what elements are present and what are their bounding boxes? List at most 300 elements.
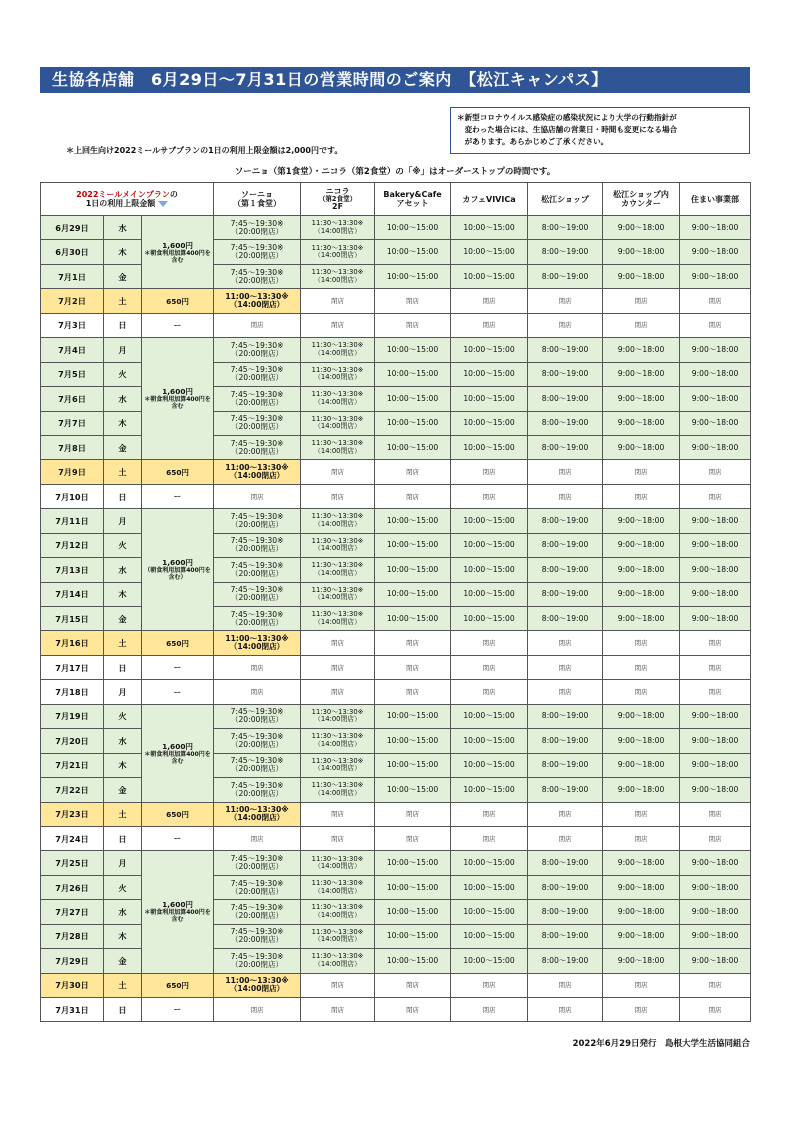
date-cell: 7月7日 [41, 411, 104, 435]
table-row [41, 509, 751, 533]
date-cell: 7月9日 [41, 460, 104, 484]
counter-hours-cell: 9:00～18:00 [603, 435, 680, 459]
meal-limit-cell: 1,600円 ＊朝食利用加算400円を含む [142, 704, 214, 802]
sonyo-hours-cell: 11:00～13:30※ （14:00閉店） [214, 802, 301, 826]
header-cafe: カフェVIVICa [451, 183, 528, 216]
closed-cell: 閉店 [451, 826, 528, 850]
cafe-hours-cell: 10:00～15:00 [451, 216, 528, 240]
bakery-hours-cell: 10:00～15:00 [375, 338, 451, 362]
weekday-cell: 火 [104, 704, 142, 728]
bakery-hours-cell: 10:00～15:00 [375, 435, 451, 459]
sonyo-hours-cell: 7:45～19:30※ （20:00閉店） [214, 240, 301, 264]
bakery-hours-cell: 10:00～15:00 [375, 949, 451, 973]
date-cell: 7月27日 [41, 900, 104, 924]
shop-hours-cell: 8:00～19:00 [528, 924, 603, 948]
date-cell: 6月30日 [41, 240, 104, 264]
cafe-hours-cell: 10:00～15:00 [451, 900, 528, 924]
weekday-cell: 水 [104, 558, 142, 582]
closed-cell: 閉店 [603, 802, 680, 826]
shop-hours-cell: 8:00～19:00 [528, 753, 603, 777]
nicola-hours-cell: 11:30～13:30※ （14:00閉店） [301, 900, 375, 924]
sumai-hours-cell: 9:00～18:00 [680, 949, 751, 973]
closed-cell: 閉店 [375, 802, 451, 826]
meal-limit-cell: 650円 [142, 973, 214, 997]
sonyo-hours-cell: 7:45～19:30※ （20:00閉店） [214, 533, 301, 557]
sonyo-hours-cell: 11:00～13:30※ （14:00閉店） [214, 631, 301, 655]
closed-cell: 閉店 [603, 289, 680, 313]
closed-cell: 閉店 [214, 313, 301, 337]
counter-hours-cell: 9:00～18:00 [603, 264, 680, 288]
cafe-hours-cell: 10:00～15:00 [451, 582, 528, 606]
cafe-hours-cell: 10:00～15:00 [451, 949, 528, 973]
counter-hours-cell: 9:00～18:00 [603, 240, 680, 264]
closed-cell: 閉店 [680, 484, 751, 508]
shop-hours-cell: 8:00～19:00 [528, 216, 603, 240]
closed-cell: 閉店 [680, 631, 751, 655]
weekday-cell: 日 [104, 826, 142, 850]
nicola-hours-cell: 11:30～13:30※ （14:00閉店） [301, 753, 375, 777]
sonyo-hours-cell: 7:45～19:30※ （20:00閉店） [214, 338, 301, 362]
weekday-cell: 土 [104, 460, 142, 484]
counter-hours-cell: 9:00～18:00 [603, 362, 680, 386]
meal-limit-cell: 1,600円 ＊朝食利用加算400円を含む [142, 216, 214, 289]
weekday-cell: 日 [104, 313, 142, 337]
counter-hours-cell: 9:00～18:00 [603, 558, 680, 582]
cafe-hours-cell: 10:00～15:00 [451, 387, 528, 411]
counter-hours-cell: 9:00～18:00 [603, 704, 680, 728]
sonyo-hours-cell: 7:45～19:30※ （20:00閉店） [214, 264, 301, 288]
table-row [41, 655, 751, 679]
sonyo-hours-cell: 7:45～19:30※ （20:00閉店） [214, 362, 301, 386]
sonyo-hours-cell: 7:45～19:30※ （20:00閉店） [214, 387, 301, 411]
shop-hours-cell: 8:00～19:00 [528, 264, 603, 288]
cafe-hours-cell: 10:00～15:00 [451, 435, 528, 459]
table-row [41, 998, 751, 1022]
closed-cell: 閉店 [451, 289, 528, 313]
weekday-cell: 月 [104, 680, 142, 704]
closed-cell: 閉店 [528, 631, 603, 655]
table-row [41, 460, 751, 484]
shop-hours-cell: 8:00～19:00 [528, 435, 603, 459]
closed-cell: 閉店 [528, 998, 603, 1022]
closed-cell: 閉店 [528, 289, 603, 313]
shop-hours-cell: 8:00～19:00 [528, 582, 603, 606]
shop-hours-cell: 8:00～19:00 [528, 362, 603, 386]
nicola-hours-cell: 11:30～13:30※ （14:00閉店） [301, 338, 375, 362]
closed-cell: 閉店 [375, 655, 451, 679]
sonyo-hours-cell: 7:45～19:30※ （20:00閉店） [214, 704, 301, 728]
date-cell: 7月19日 [41, 704, 104, 728]
closed-cell: 閉店 [603, 484, 680, 508]
shop-hours-cell: 8:00～19:00 [528, 875, 603, 899]
table-row [41, 802, 751, 826]
weekday-cell: 日 [104, 484, 142, 508]
bakery-hours-cell: 10:00～15:00 [375, 411, 451, 435]
closed-cell: 閉店 [528, 313, 603, 337]
bakery-hours-cell: 10:00～15:00 [375, 264, 451, 288]
sonyo-hours-cell: 7:45～19:30※ （20:00閉店） [214, 582, 301, 606]
counter-hours-cell: 9:00～18:00 [603, 509, 680, 533]
sonyo-hours-cell: 11:00～13:30※ （14:00閉店） [214, 460, 301, 484]
meal-limit-cell: ー [142, 826, 214, 850]
closed-cell: 閉店 [214, 680, 301, 704]
weekday-cell: 土 [104, 631, 142, 655]
bakery-hours-cell: 10:00～15:00 [375, 778, 451, 802]
date-cell: 7月28日 [41, 924, 104, 948]
shop-hours-cell: 8:00～19:00 [528, 387, 603, 411]
closed-cell: 閉店 [680, 802, 751, 826]
date-cell: 7月21日 [41, 753, 104, 777]
date-cell: 7月6日 [41, 387, 104, 411]
table-row [41, 631, 751, 655]
meal-limit-cell: 1,600円 （朝食利用加算400円を含む） [142, 509, 214, 631]
date-cell: 7月15日 [41, 607, 104, 631]
closed-cell: 閉店 [451, 802, 528, 826]
closed-cell: 閉店 [375, 484, 451, 508]
bakery-hours-cell: 10:00～15:00 [375, 558, 451, 582]
closed-cell: 閉店 [375, 289, 451, 313]
nicola-hours-cell: 11:30～13:30※ （14:00閉店） [301, 582, 375, 606]
sumai-hours-cell: 9:00～18:00 [680, 900, 751, 924]
hours-table [40, 182, 751, 1022]
closed-cell: 閉店 [451, 998, 528, 1022]
counter-hours-cell: 9:00～18:00 [603, 533, 680, 557]
sumai-hours-cell: 9:00～18:00 [680, 875, 751, 899]
date-cell: 7月17日 [41, 655, 104, 679]
bakery-hours-cell: 10:00～15:00 [375, 851, 451, 875]
weekday-cell: 日 [104, 998, 142, 1022]
closed-cell: 閉店 [214, 484, 301, 508]
sonyo-hours-cell: 7:45～19:30※ （20:00閉店） [214, 875, 301, 899]
closed-cell: 閉店 [528, 973, 603, 997]
counter-hours-cell: 9:00～18:00 [603, 778, 680, 802]
sonyo-hours-cell: 7:45～19:30※ （20:00閉店） [214, 778, 301, 802]
table-row [41, 851, 751, 875]
table-row [41, 826, 751, 850]
closed-cell: 閉店 [528, 484, 603, 508]
closed-cell: 閉店 [375, 998, 451, 1022]
closed-cell: 閉店 [451, 631, 528, 655]
sumai-hours-cell: 9:00～18:00 [680, 435, 751, 459]
meal-limit-cell: ー [142, 484, 214, 508]
nicola-hours-cell: 11:30～13:30※ （14:00閉店） [301, 924, 375, 948]
closed-cell: 閉店 [680, 998, 751, 1022]
bakery-hours-cell: 10:00～15:00 [375, 240, 451, 264]
notice-line: があります。あらかじめご了承ください。 [457, 137, 609, 146]
sumai-hours-cell: 9:00～18:00 [680, 338, 751, 362]
closed-cell: 閉店 [680, 655, 751, 679]
counter-hours-cell: 9:00～18:00 [603, 607, 680, 631]
closed-cell: 閉店 [451, 973, 528, 997]
closed-cell: 閉店 [301, 289, 375, 313]
weekday-cell: 土 [104, 973, 142, 997]
sumai-hours-cell: 9:00～18:00 [680, 851, 751, 875]
date-cell: 7月29日 [41, 949, 104, 973]
weekday-cell: 火 [104, 362, 142, 386]
nicola-hours-cell: 11:30～13:30※ （14:00閉店） [301, 778, 375, 802]
weekday-cell: 水 [104, 216, 142, 240]
weekday-cell: 水 [104, 729, 142, 753]
weekday-cell: 金 [104, 264, 142, 288]
header-nicola: ニコラ （第2食堂） 2F [301, 183, 375, 216]
date-cell: 7月11日 [41, 509, 104, 533]
bakery-hours-cell: 10:00～15:00 [375, 387, 451, 411]
nicola-hours-cell: 11:30～13:30※ （14:00閉店） [301, 875, 375, 899]
date-cell: 7月25日 [41, 851, 104, 875]
date-cell: 7月4日 [41, 338, 104, 362]
date-cell: 7月24日 [41, 826, 104, 850]
bakery-hours-cell: 10:00～15:00 [375, 362, 451, 386]
cafe-hours-cell: 10:00～15:00 [451, 851, 528, 875]
sumai-hours-cell: 9:00～18:00 [680, 533, 751, 557]
counter-hours-cell: 9:00～18:00 [603, 387, 680, 411]
closed-cell: 閉店 [375, 313, 451, 337]
counter-hours-cell: 9:00～18:00 [603, 582, 680, 606]
cafe-hours-cell: 10:00～15:00 [451, 411, 528, 435]
closed-cell: 閉店 [603, 631, 680, 655]
table-row [41, 289, 751, 313]
shop-hours-cell: 8:00～19:00 [528, 533, 603, 557]
counter-hours-cell: 9:00～18:00 [603, 875, 680, 899]
closed-cell: 閉店 [375, 680, 451, 704]
shop-hours-cell: 8:00～19:00 [528, 607, 603, 631]
weekday-cell: 木 [104, 924, 142, 948]
weekday-cell: 火 [104, 533, 142, 557]
hours-table-body [41, 216, 751, 1022]
closed-cell: 閉店 [214, 655, 301, 679]
cafe-hours-cell: 10:00～15:00 [451, 264, 528, 288]
closed-cell: 閉店 [680, 313, 751, 337]
meal-sub-plan-note: ＊上回生向け2022ミールサブプランの1日の利用上限金額は2,000円です。 [66, 146, 343, 155]
shop-hours-cell: 8:00～19:00 [528, 851, 603, 875]
order-stop-note: ソーニョ（第1食堂）・ニコラ（第2食堂）の「※」はオーダーストップの時間です。 [234, 167, 556, 177]
sumai-hours-cell: 9:00～18:00 [680, 924, 751, 948]
cafe-hours-cell: 10:00～15:00 [451, 875, 528, 899]
date-cell: 7月20日 [41, 729, 104, 753]
sumai-hours-cell: 9:00～18:00 [680, 778, 751, 802]
sumai-hours-cell: 9:00～18:00 [680, 582, 751, 606]
bakery-hours-cell: 10:00～15:00 [375, 875, 451, 899]
meal-limit-cell: 650円 [142, 631, 214, 655]
date-cell: 7月3日 [41, 313, 104, 337]
closed-cell: 閉店 [301, 484, 375, 508]
shop-hours-cell: 8:00～19:00 [528, 338, 603, 362]
cafe-hours-cell: 10:00～15:00 [451, 924, 528, 948]
bakery-hours-cell: 10:00～15:00 [375, 607, 451, 631]
bakery-hours-cell: 10:00～15:00 [375, 729, 451, 753]
closed-cell: 閉店 [680, 973, 751, 997]
sumai-hours-cell: 9:00～18:00 [680, 411, 751, 435]
closed-cell: 閉店 [375, 826, 451, 850]
closed-cell: 閉店 [301, 973, 375, 997]
sonyo-hours-cell: 7:45～19:30※ （20:00閉店） [214, 900, 301, 924]
nicola-hours-cell: 11:30～13:30※ （14:00閉店） [301, 729, 375, 753]
weekday-cell: 金 [104, 607, 142, 631]
table-row [41, 704, 751, 728]
counter-hours-cell: 9:00～18:00 [603, 411, 680, 435]
date-cell: 7月13日 [41, 558, 104, 582]
sonyo-hours-cell: 7:45～19:30※ （20:00閉店） [214, 924, 301, 948]
sonyo-hours-cell: 7:45～19:30※ （20:00閉店） [214, 411, 301, 435]
sumai-hours-cell: 9:00～18:00 [680, 558, 751, 582]
weekday-cell: 月 [104, 851, 142, 875]
weekday-cell: 土 [104, 289, 142, 313]
closed-cell: 閉店 [301, 680, 375, 704]
bakery-hours-cell: 10:00～15:00 [375, 509, 451, 533]
closed-cell: 閉店 [603, 680, 680, 704]
closed-cell: 閉店 [301, 655, 375, 679]
sumai-hours-cell: 9:00～18:00 [680, 607, 751, 631]
closed-cell: 閉店 [528, 802, 603, 826]
sonyo-hours-cell: 7:45～19:30※ （20:00閉店） [214, 435, 301, 459]
meal-limit-cell: 650円 [142, 802, 214, 826]
closed-cell: 閉店 [375, 460, 451, 484]
closed-cell: 閉店 [603, 655, 680, 679]
table-row [41, 484, 751, 508]
meal-limit-cell: ー [142, 680, 214, 704]
closed-cell: 閉店 [451, 484, 528, 508]
weekday-cell: 水 [104, 900, 142, 924]
nicola-hours-cell: 11:30～13:30※ （14:00閉店） [301, 509, 375, 533]
weekday-cell: 木 [104, 240, 142, 264]
shop-hours-cell: 8:00～19:00 [528, 949, 603, 973]
date-cell: 7月18日 [41, 680, 104, 704]
bakery-hours-cell: 10:00～15:00 [375, 704, 451, 728]
date-cell: 7月31日 [41, 998, 104, 1022]
closed-cell: 閉店 [451, 460, 528, 484]
closed-cell: 閉店 [301, 313, 375, 337]
closed-cell: 閉店 [680, 680, 751, 704]
closed-cell: 閉店 [451, 313, 528, 337]
header-sonyo: ソーニョ （第１食堂） [214, 183, 301, 216]
counter-hours-cell: 9:00～18:00 [603, 900, 680, 924]
closed-cell: 閉店 [301, 826, 375, 850]
sonyo-hours-cell: 7:45～19:30※ （20:00閉店） [214, 851, 301, 875]
cafe-hours-cell: 10:00～15:00 [451, 729, 528, 753]
weekday-cell: 水 [104, 387, 142, 411]
header-row [41, 183, 751, 216]
closed-cell: 閉店 [603, 998, 680, 1022]
sumai-hours-cell: 9:00～18:00 [680, 216, 751, 240]
shop-hours-cell: 8:00～19:00 [528, 729, 603, 753]
bakery-hours-cell: 10:00～15:00 [375, 533, 451, 557]
cafe-hours-cell: 10:00～15:00 [451, 533, 528, 557]
table-row [41, 216, 751, 240]
weekday-cell: 木 [104, 582, 142, 606]
date-cell: 7月12日 [41, 533, 104, 557]
date-cell: 7月1日 [41, 264, 104, 288]
cafe-hours-cell: 10:00～15:00 [451, 778, 528, 802]
nicola-hours-cell: 11:30～13:30※ （14:00閉店） [301, 240, 375, 264]
sumai-hours-cell: 9:00～18:00 [680, 729, 751, 753]
meal-plan-header: 2022ミールメインプランの 1日の利用上限金額 [41, 183, 214, 216]
shop-hours-cell: 8:00～19:00 [528, 411, 603, 435]
nicola-hours-cell: 11:30～13:30※ （14:00閉店） [301, 607, 375, 631]
header-sumai: 住まい事業部 [680, 183, 751, 216]
date-cell: 7月8日 [41, 435, 104, 459]
nicola-hours-cell: 11:30～13:30※ （14:00閉店） [301, 362, 375, 386]
weekday-cell: 木 [104, 411, 142, 435]
weekday-cell: 土 [104, 802, 142, 826]
cafe-hours-cell: 10:00～15:00 [451, 704, 528, 728]
sonyo-hours-cell: 7:45～19:30※ （20:00閉店） [214, 949, 301, 973]
date-cell: 7月5日 [41, 362, 104, 386]
sumai-hours-cell: 9:00～18:00 [680, 264, 751, 288]
bakery-hours-cell: 10:00～15:00 [375, 900, 451, 924]
table-row [41, 338, 751, 362]
counter-hours-cell: 9:00～18:00 [603, 753, 680, 777]
meal-limit-cell: 650円 [142, 289, 214, 313]
closed-cell: 閉店 [603, 973, 680, 997]
nicola-hours-cell: 11:30～13:30※ （14:00閉店） [301, 411, 375, 435]
closed-cell: 閉店 [603, 826, 680, 850]
closed-cell: 閉店 [528, 460, 603, 484]
date-cell: 7月22日 [41, 778, 104, 802]
weekday-cell: 月 [104, 338, 142, 362]
closed-cell: 閉店 [528, 826, 603, 850]
sumai-hours-cell: 9:00～18:00 [680, 509, 751, 533]
weekday-cell: 木 [104, 753, 142, 777]
bakery-hours-cell: 10:00～15:00 [375, 216, 451, 240]
page-title: 生協各店舗 6月29日～7月31日の営業時間のご案内 【松江キャンパス】 [40, 67, 750, 93]
sonyo-hours-cell: 7:45～19:30※ （20:00閉店） [214, 753, 301, 777]
nicola-hours-cell: 11:30～13:30※ （14:00閉店） [301, 216, 375, 240]
nicola-hours-cell: 11:30～13:30※ （14:00閉店） [301, 264, 375, 288]
closed-cell: 閉店 [301, 631, 375, 655]
sumai-hours-cell: 9:00～18:00 [680, 753, 751, 777]
sonyo-hours-cell: 11:00～13:30※ （14:00閉店） [214, 973, 301, 997]
nicola-hours-cell: 11:30～13:30※ （14:00閉店） [301, 387, 375, 411]
closed-cell: 閉店 [214, 826, 301, 850]
closed-cell: 閉店 [528, 680, 603, 704]
closed-cell: 閉店 [603, 460, 680, 484]
meal-limit-cell: 1,600円 ＊朝食利用加算400円を含む [142, 851, 214, 973]
cafe-hours-cell: 10:00～15:00 [451, 558, 528, 582]
sumai-hours-cell: 9:00～18:00 [680, 240, 751, 264]
closed-cell: 閉店 [214, 998, 301, 1022]
counter-hours-cell: 9:00～18:00 [603, 338, 680, 362]
sumai-hours-cell: 9:00～18:00 [680, 387, 751, 411]
date-cell: 7月16日 [41, 631, 104, 655]
counter-hours-cell: 9:00～18:00 [603, 729, 680, 753]
shop-hours-cell: 8:00～19:00 [528, 240, 603, 264]
closed-cell: 閉店 [528, 655, 603, 679]
date-cell: 7月26日 [41, 875, 104, 899]
closed-cell: 閉店 [301, 998, 375, 1022]
sonyo-hours-cell: 11:00～13:30※ （14:00閉店） [214, 289, 301, 313]
cafe-hours-cell: 10:00～15:00 [451, 753, 528, 777]
shop-hours-cell: 8:00～19:00 [528, 778, 603, 802]
weekday-cell: 火 [104, 875, 142, 899]
nicola-hours-cell: 11:30～13:30※ （14:00閉店） [301, 704, 375, 728]
sumai-hours-cell: 9:00～18:00 [680, 704, 751, 728]
date-cell: 7月10日 [41, 484, 104, 508]
counter-hours-cell: 9:00～18:00 [603, 851, 680, 875]
closed-cell: 閉店 [451, 655, 528, 679]
covid-notice [450, 107, 750, 154]
bakery-hours-cell: 10:00～15:00 [375, 924, 451, 948]
nicola-hours-cell: 11:30～13:30※ （14:00閉店） [301, 558, 375, 582]
date-cell: 6月29日 [41, 216, 104, 240]
header-shop: 松江ショップ [528, 183, 603, 216]
closed-cell: 閉店 [680, 826, 751, 850]
closed-cell: 閉店 [301, 802, 375, 826]
nicola-hours-cell: 11:30～13:30※ （14:00閉店） [301, 435, 375, 459]
counter-hours-cell: 9:00～18:00 [603, 216, 680, 240]
sonyo-hours-cell: 7:45～19:30※ （20:00閉店） [214, 216, 301, 240]
closed-cell: 閉店 [680, 289, 751, 313]
sonyo-hours-cell: 7:45～19:30※ （20:00閉店） [214, 558, 301, 582]
